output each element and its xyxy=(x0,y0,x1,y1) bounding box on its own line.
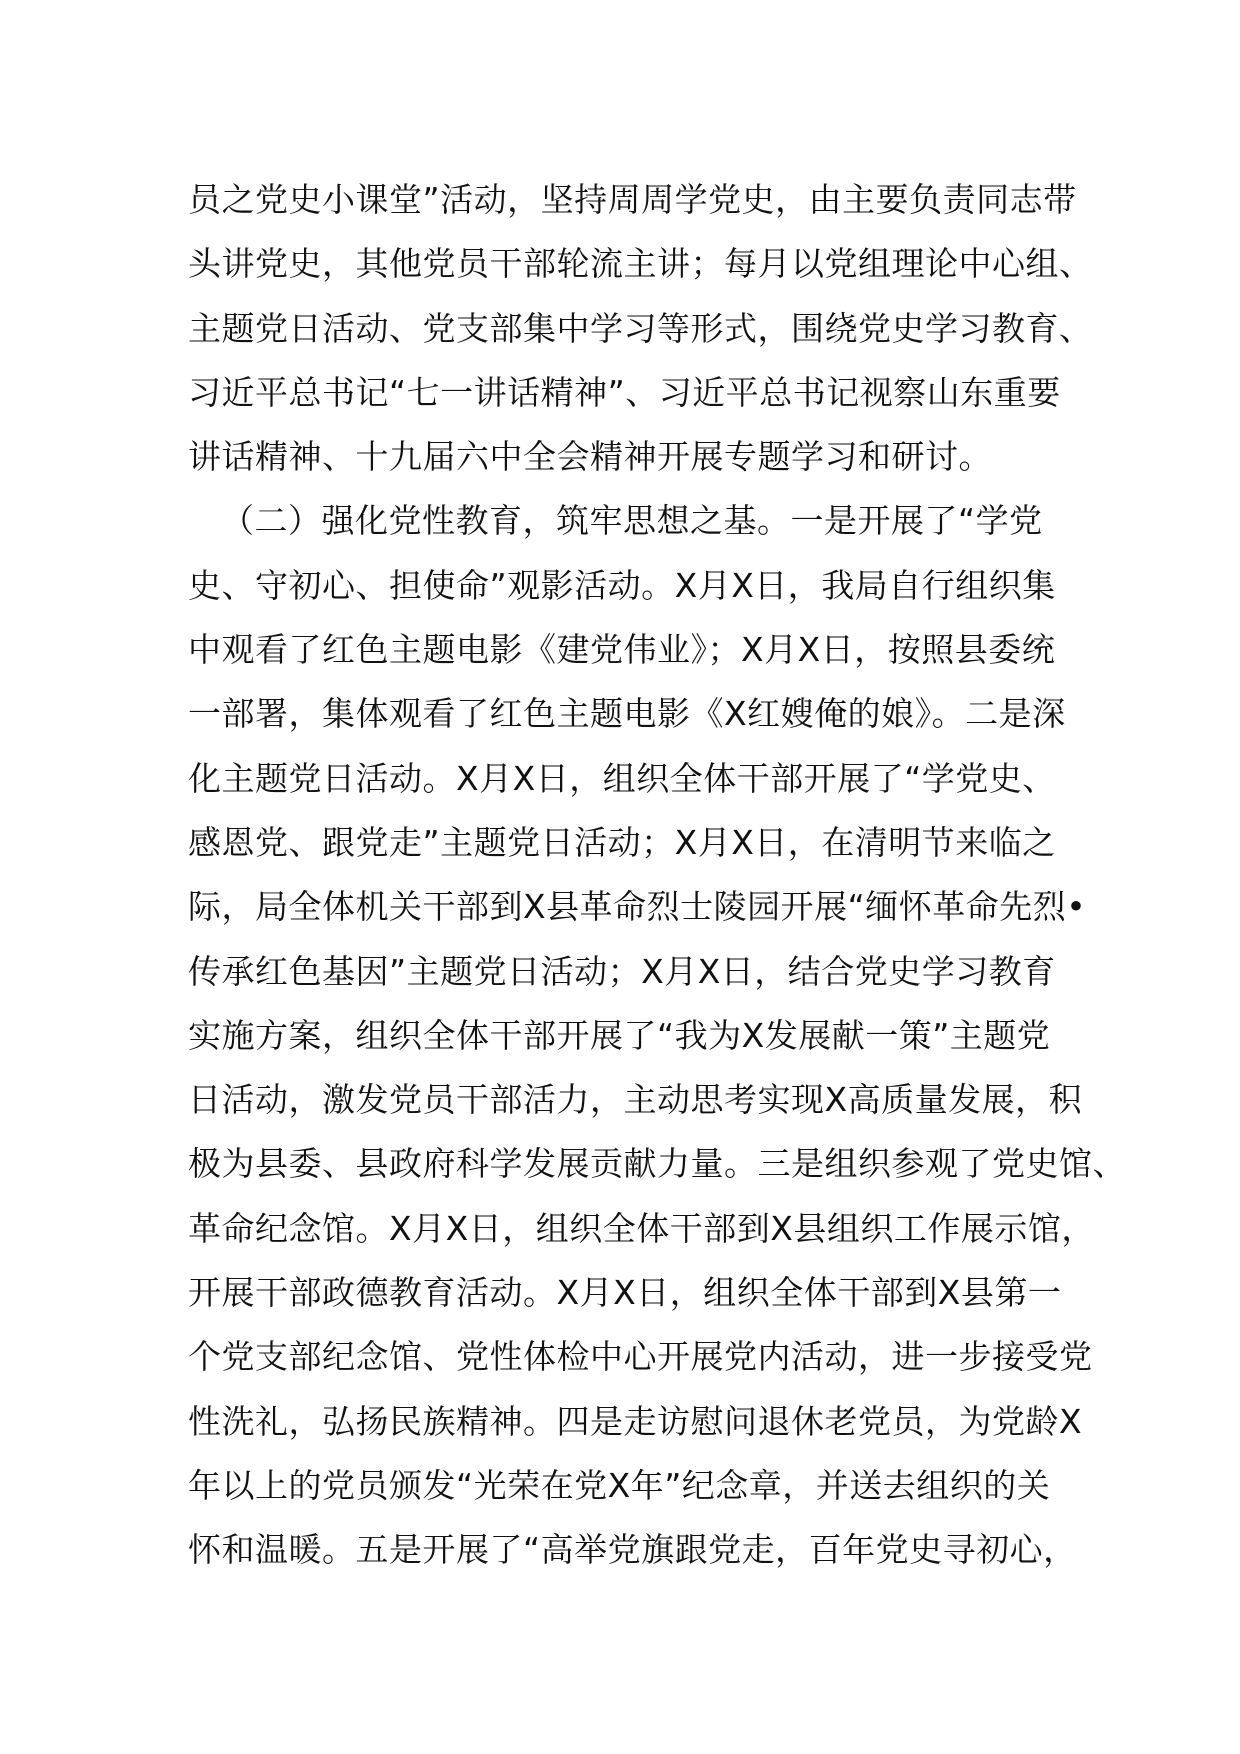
text-line: 主题党日活动、党支部集中学习等形式，围绕党史学习教育、 xyxy=(188,308,1093,348)
text-line: 传承红色基因”主题党日活动；X月X日，结合党史学习教育 xyxy=(188,951,1056,991)
text-line: 性洗礼，弘扬民族精神。四是走访慰问退休老党员，为党龄X xyxy=(188,1401,1083,1441)
text-line: 怀和温暖。五是开展了“高举党旗跟党走，百年党史寻初心， xyxy=(188,1530,1077,1570)
text-line: 日活动，激发党员干部活力，主动思考实现X高质量发展，积 xyxy=(188,1080,1083,1120)
text-line: 习近平总书记“七一讲话精神”、习近平总书记视察山东重要 xyxy=(188,372,1061,412)
text-line: 员之党史小课堂”活动，坚持周周学党史，由主要负责同志带 xyxy=(188,180,1077,219)
text-line: 讲话精神、十九届六中全会精神开展专题学习和研讨。 xyxy=(188,437,992,477)
text-line: 实施方案，组织全体干部开展了“我为X发展献一策”主题党 xyxy=(188,1015,1051,1055)
text-line: 头讲党史，其他党员干部轮流主讲；每月以党组理论中心组、 xyxy=(188,244,1093,284)
text-line: 年以上的党员颁发“光荣在党X年”纪念章，并送去组织的关 xyxy=(188,1465,1051,1505)
text-line: 际，局全体机关干部到X县革命烈士陵园开展“缅怀革命先烈• xyxy=(188,887,1087,927)
text-line: 极为县委、县政府科学发展贡献力量。三是组织参观了党史馆、 xyxy=(188,1144,1126,1184)
text-line: 一部署，集体观看了红色主题电影《X红嫂俺的娘》。二是深 xyxy=(188,694,1066,734)
body-text xyxy=(188,168,1126,1583)
text-line: 感恩党、跟党走”主题党日活动；X月X日，在清明节来临之 xyxy=(188,822,1056,862)
text-line: 开展干部政德教育活动。X月X日，组织全体干部到X县第一 xyxy=(188,1273,1062,1313)
text-line: 个党支部纪念馆、党性体检中心开展党内活动，进一步接受党 xyxy=(188,1337,1093,1377)
section-heading-line: （二）强化党性教育，筑牢思想之基。一是开展了“学党 xyxy=(221,501,1043,541)
text-line: 化主题党日活动。X月X日，组织全体干部开展了“学党史、 xyxy=(188,758,1056,798)
text-line: 中观看了红色主题电影《建党伟业》；X月X日，按照县委统 xyxy=(188,630,1056,670)
text-line: 史、守初心、担使命”观影活动。X月X日，我局自行组织集 xyxy=(188,565,1056,605)
text-line: 革命纪念馆。X月X日，组织全体干部到X县组织工作展示馆， xyxy=(188,1208,1095,1248)
